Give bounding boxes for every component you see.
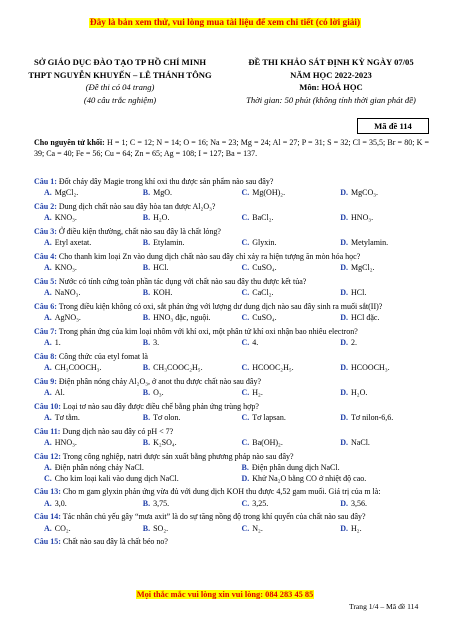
option-letter: B. xyxy=(142,188,151,198)
question-text: Điện phân nóng chảy Al₂O₃, ở anot thu được chất nào sau đây? xyxy=(58,377,261,386)
option-letter: B. xyxy=(142,413,151,423)
answer-option[interactable] xyxy=(232,474,430,484)
question-item xyxy=(34,227,429,249)
question-text: Loại tơ nào sau đây được điều chế bằng phản ứng trùng hợp? xyxy=(62,402,259,411)
option-text: HNO₃. xyxy=(54,438,77,448)
answer-options xyxy=(34,413,429,423)
option-text: MgCl₂. xyxy=(351,263,375,273)
answer-option[interactable] xyxy=(34,313,133,323)
question-text: Trong điều kiện không có oxi, sắt phản ứng với lượng dư dung dịch nào sau đây sinh ra muối sắt(II)? xyxy=(58,302,383,311)
answer-option[interactable] xyxy=(232,438,331,448)
answer-option[interactable] xyxy=(330,188,429,198)
question-item xyxy=(34,487,429,509)
page-count-note: (Đề thi có 04 trang) xyxy=(85,82,155,92)
option-text: Khử Na₂O bằng CO ở nhiệt độ cao. xyxy=(252,473,367,483)
answer-options xyxy=(34,213,429,223)
option-text: 3,0. xyxy=(54,498,67,508)
option-letter: C. xyxy=(241,523,250,533)
option-letter: A. xyxy=(44,288,52,298)
answer-options xyxy=(34,313,429,323)
question-number: Câu 14: xyxy=(34,512,61,522)
answer-option[interactable] xyxy=(330,524,429,534)
question-item xyxy=(34,302,429,324)
option-letter: D. xyxy=(340,438,349,448)
exam-header xyxy=(224,56,438,106)
option-text: NaCl. xyxy=(351,438,370,448)
option-letter: D. xyxy=(340,388,349,398)
option-letter: B. xyxy=(142,238,151,248)
option-letter: C. xyxy=(241,388,250,398)
question-number: Câu 13: xyxy=(34,487,61,497)
question-number: Câu 5: xyxy=(34,277,57,286)
question-number: Câu 1: xyxy=(34,177,57,186)
answer-option[interactable] xyxy=(232,288,331,298)
page-footer: Trang 1/4 – Mã đề 114 xyxy=(349,602,419,611)
question-stem xyxy=(34,487,429,497)
question-text: Cho thanh kim loại Zn vào dung dịch chất nào sau đây chỉ xảy ra hiện tượng ăn mòn hóa học? xyxy=(58,252,361,261)
question-stem xyxy=(34,202,429,212)
option-text: HCOOCH₃. xyxy=(351,363,390,373)
option-text: CuSO₄. xyxy=(252,313,277,323)
option-text: 3,25. xyxy=(252,498,269,508)
question-text: Dung dịch nào sau đây có pH < 7? xyxy=(62,427,174,436)
answer-option[interactable] xyxy=(232,388,331,398)
option-letter: D. xyxy=(340,338,349,348)
question-stem xyxy=(34,352,429,362)
question-number: Câu 6: xyxy=(34,302,57,311)
option-letter: A. xyxy=(44,388,52,398)
option-text: HNO₃ đặc, nguội. xyxy=(153,313,211,323)
answer-option[interactable] xyxy=(232,263,331,273)
option-letter: A. xyxy=(44,263,52,273)
option-text: Ba(OH)₂. xyxy=(252,438,283,448)
option-letter: A. xyxy=(44,438,52,448)
option-text: H₂. xyxy=(252,388,263,398)
option-letter: A. xyxy=(44,463,52,473)
answer-options xyxy=(34,238,429,248)
answer-option[interactable] xyxy=(232,463,430,473)
answer-option[interactable] xyxy=(232,413,331,423)
question-item xyxy=(34,277,429,299)
option-text: HCl. xyxy=(153,263,169,273)
option-letter: C. xyxy=(241,188,250,198)
question-number: Câu 15: xyxy=(34,537,61,547)
question-number: Câu 10: xyxy=(34,402,61,411)
question-text: Nước có tính cứng toàn phần tác dụng với chất nào sau đây thu được kết tủa? xyxy=(58,277,307,286)
option-text: CO₂. xyxy=(54,523,71,533)
option-text: O₃. xyxy=(153,388,164,398)
option-text: Glyxin. xyxy=(252,238,277,248)
question-list xyxy=(34,177,429,551)
answer-option[interactable] xyxy=(34,338,133,348)
option-letter: C. xyxy=(241,498,250,508)
option-text: HCl đặc. xyxy=(351,313,380,323)
option-text: MgCO₃. xyxy=(351,188,379,198)
option-letter: A. xyxy=(44,338,52,348)
answer-option[interactable] xyxy=(330,313,429,323)
question-number: Câu 11: xyxy=(34,427,61,436)
option-text: CaCl₂. xyxy=(252,288,274,298)
option-text: MgO. xyxy=(153,188,172,198)
answer-option[interactable] xyxy=(232,499,331,509)
option-text: KOH. xyxy=(153,288,173,298)
question-stem xyxy=(34,377,429,387)
option-letter: B. xyxy=(142,263,151,273)
question-number: Câu 8: xyxy=(34,352,57,361)
option-text: Metylamin. xyxy=(351,238,389,248)
option-letter: D. xyxy=(241,473,250,483)
answer-option[interactable] xyxy=(330,263,429,273)
question-item xyxy=(34,252,429,274)
answer-option[interactable] xyxy=(330,438,429,448)
option-letter: C. xyxy=(44,473,52,483)
option-text: KNO₃. xyxy=(54,263,77,273)
answer-option[interactable] xyxy=(133,413,232,423)
answer-option[interactable] xyxy=(232,188,331,198)
answer-option[interactable] xyxy=(34,188,133,198)
option-text: Cho kim loại kali vào dung dịch NaCl. xyxy=(54,473,179,483)
answer-option[interactable] xyxy=(330,413,429,423)
option-text: KNO₃. xyxy=(54,213,77,223)
answer-option[interactable] xyxy=(34,413,133,423)
answer-option[interactable] xyxy=(34,288,133,298)
exam-code-box: Mã đề 114 xyxy=(357,118,429,134)
option-letter: A. xyxy=(44,413,52,423)
answer-option[interactable] xyxy=(232,338,331,348)
answer-option[interactable] xyxy=(34,463,232,473)
subject: Môn: HOÁ HỌC xyxy=(299,82,363,92)
option-letter: B. xyxy=(142,363,151,373)
school-name: THPT NGUYỄN KHUYẾN – LÊ THÁNH TÔNG xyxy=(28,69,212,80)
question-item xyxy=(34,377,429,399)
answer-option[interactable] xyxy=(330,363,429,373)
option-letter: D. xyxy=(340,413,349,423)
question-item xyxy=(34,537,429,547)
question-item xyxy=(34,402,429,424)
question-stem xyxy=(34,277,429,287)
question-stem xyxy=(34,302,429,312)
option-letter: B. xyxy=(142,338,151,348)
option-text: Tơ tằm. xyxy=(54,413,80,423)
option-letter: C. xyxy=(241,263,250,273)
option-text: Tơ nilon-6,6. xyxy=(351,413,394,423)
answer-option[interactable] xyxy=(330,213,429,223)
option-letter: A. xyxy=(44,313,52,323)
option-letter: D. xyxy=(340,263,349,273)
school-header xyxy=(14,56,226,106)
department-name: SỞ GIÁO DỤC ĐÀO TẠO TP HỒ CHÍ MINH xyxy=(33,57,207,67)
option-letter: D. xyxy=(340,363,349,373)
option-letter: C. xyxy=(241,288,250,298)
answer-options xyxy=(34,524,429,534)
question-number: Câu 3: xyxy=(34,227,57,236)
option-letter: B. xyxy=(241,463,249,473)
question-stem xyxy=(34,537,429,547)
answer-option[interactable] xyxy=(133,263,232,273)
answer-option[interactable] xyxy=(133,499,232,509)
option-text: HCOOC₂H₅. xyxy=(252,363,294,373)
option-letter: B. xyxy=(142,313,151,323)
answer-option[interactable] xyxy=(330,499,429,509)
option-letter: B. xyxy=(142,288,151,298)
option-text: CuSO₄. xyxy=(252,263,277,273)
option-text: 1. xyxy=(54,338,61,348)
option-text: 2. xyxy=(351,338,358,348)
question-text: Trong công nghiệp, natri được sản xuất bằng phương pháp nào sau đây? xyxy=(62,452,294,461)
option-letter: D. xyxy=(340,238,349,248)
option-letter: D. xyxy=(340,313,349,323)
answer-option[interactable] xyxy=(34,524,133,534)
option-text: Etylamin. xyxy=(153,238,185,248)
question-number: Câu 7: xyxy=(34,327,57,336)
option-letter: C. xyxy=(241,238,250,248)
option-text: H₂O. xyxy=(351,388,368,398)
answer-option[interactable] xyxy=(133,213,232,223)
answer-option[interactable] xyxy=(232,213,331,223)
question-stem xyxy=(34,427,429,437)
option-letter: A. xyxy=(44,213,52,223)
answer-option[interactable] xyxy=(34,474,232,484)
answer-options xyxy=(34,188,429,198)
question-item xyxy=(34,352,429,374)
answer-options xyxy=(34,288,429,298)
option-letter: B. xyxy=(142,498,151,508)
option-text: BaCl₂. xyxy=(252,213,274,223)
question-text: Đốt cháy dây Magie trong khí oxi thu được sản phẩm nào sau đây? xyxy=(58,177,274,186)
option-text: MgCl₂. xyxy=(54,188,79,198)
answer-option[interactable] xyxy=(34,213,133,223)
option-text: CH₃COOC₂H₅. xyxy=(153,363,203,373)
question-text: Dung dịch chất nào sau đây hòa tan được Al₂O₃? xyxy=(58,202,216,211)
option-letter: A. xyxy=(44,363,52,373)
option-letter: C. xyxy=(241,438,250,448)
question-number: Câu 4: xyxy=(34,252,57,261)
question-stem xyxy=(34,327,429,337)
question-stem xyxy=(34,252,429,262)
option-text: Al. xyxy=(54,388,65,398)
option-letter: D. xyxy=(340,188,349,198)
option-text: Mg(OH)₂. xyxy=(252,188,286,198)
answer-option[interactable] xyxy=(133,238,232,248)
question-stem xyxy=(34,402,429,412)
option-letter: B. xyxy=(142,438,151,448)
question-item xyxy=(34,452,429,484)
question-item xyxy=(34,512,429,534)
contact-footer: Mọi thắc mắc vui lòng xin vui lòng: 084 283 45 85 xyxy=(136,590,314,599)
answer-options xyxy=(34,263,429,273)
answer-option[interactable] xyxy=(34,238,133,248)
question-count-note: (40 câu trắc nghiệm) xyxy=(83,94,157,105)
answer-option[interactable] xyxy=(34,438,133,448)
question-text: Cho m gam glyxin phản ứng vừa đủ với dung dịch KOH thu được 4,52 gam muối. Giá trị của m là: xyxy=(62,487,381,497)
answer-option[interactable] xyxy=(34,363,133,373)
question-text: Ở điều kiện thường, chất nào sau đây là chất lỏng? xyxy=(58,227,221,236)
atomic-masses-values: H = 1; C = 12; N = 14; O = 16; Na = 23; Mg = 24; Al = 27; P = 31; S = 32; Cl = 35,5; Br = 80; K = 39; Ca = 40; Fe = 56; Cu = 64; Zn = 65; Ag = 108; I = 127; Ba = 137. xyxy=(34,138,430,158)
option-text: 4. xyxy=(252,338,259,348)
answer-option[interactable] xyxy=(330,238,429,248)
option-text: NaNO₃. xyxy=(54,288,81,298)
answer-option[interactable] xyxy=(133,188,232,198)
question-text: Tác nhân chủ yếu gây “mưa axit” là do sự tăng nồng độ trong khí quyển của chất nào sau đây? xyxy=(62,512,366,522)
answer-option[interactable] xyxy=(34,499,133,509)
option-letter: C. xyxy=(241,338,250,348)
question-number: Câu 12: xyxy=(34,452,61,461)
answer-option[interactable] xyxy=(133,524,232,534)
time-limit: Thời gian: 50 phút (không tính thời gian phát đề) xyxy=(246,94,416,105)
preview-banner: Đây là bản xem thử, vui lòng mua tài liệu để xem chi tiết (có lời giải) xyxy=(89,18,361,28)
answer-options xyxy=(34,363,429,373)
atomic-masses xyxy=(34,138,429,159)
answer-options xyxy=(34,438,429,448)
option-text: SO₂. xyxy=(153,523,169,533)
answer-option[interactable] xyxy=(133,363,232,373)
answer-option[interactable] xyxy=(232,363,331,373)
answer-options xyxy=(34,388,429,398)
question-text: Chất nào sau đây là chất béo no? xyxy=(62,537,168,547)
answer-option[interactable] xyxy=(232,313,331,323)
option-letter: D. xyxy=(340,523,349,533)
option-text: HCl. xyxy=(351,288,367,298)
option-letter: D. xyxy=(340,498,349,508)
option-letter: C. xyxy=(241,213,250,223)
option-letter: A. xyxy=(44,523,52,533)
question-item xyxy=(34,327,429,349)
answer-option[interactable] xyxy=(330,288,429,298)
answer-option[interactable] xyxy=(34,263,133,273)
question-stem xyxy=(34,227,429,237)
answer-options xyxy=(34,499,429,509)
option-text: N₂. xyxy=(252,523,263,533)
school-year: NĂM HỌC 2022-2023 xyxy=(290,69,372,80)
question-number: Câu 2: xyxy=(34,202,57,211)
option-letter: D. xyxy=(340,288,349,298)
option-text: Tơ lapsan. xyxy=(252,413,286,423)
answer-option[interactable] xyxy=(133,288,232,298)
option-text: Tơ olon. xyxy=(153,413,181,423)
question-item xyxy=(34,177,429,199)
option-text: 3,75. xyxy=(153,498,170,508)
answer-option[interactable] xyxy=(133,313,232,323)
option-letter: B. xyxy=(142,213,151,223)
question-text: Trong phản ứng của kim loại nhôm với khí oxi, một phân tử khí oxi nhận bao nhiêu electron? xyxy=(58,327,358,336)
option-text: CH₃COOCH₃. xyxy=(54,363,102,373)
option-text: 3,56. xyxy=(351,498,368,508)
question-stem xyxy=(34,512,429,522)
option-text: H₂. xyxy=(351,523,362,533)
option-text: K₂SO₄. xyxy=(153,438,177,448)
answer-options xyxy=(34,463,429,484)
atomic-masses-label: Cho nguyên tử khối: xyxy=(34,138,105,147)
answer-option[interactable] xyxy=(133,338,232,348)
answer-option[interactable] xyxy=(330,338,429,348)
option-letter: C. xyxy=(241,413,250,423)
answer-options xyxy=(34,338,429,348)
exam-title: ĐỀ THI KHẢO SÁT ĐỊNH KỲ NGÀY 07/05 xyxy=(248,57,414,67)
option-letter: B. xyxy=(142,523,151,533)
question-stem xyxy=(34,177,429,187)
option-letter: A. xyxy=(44,188,52,198)
question-stem xyxy=(34,452,429,462)
option-text: Etyl axetat. xyxy=(54,238,92,248)
option-letter: D. xyxy=(340,213,349,223)
question-text: Công thức của etyl fomat là xyxy=(58,352,148,361)
option-text: Điện phân nóng chảy NaCl. xyxy=(54,463,144,473)
question-item xyxy=(34,202,429,224)
option-text: 3. xyxy=(153,338,160,348)
option-letter: C. xyxy=(241,363,250,373)
option-letter: A. xyxy=(44,238,52,248)
answer-option[interactable] xyxy=(232,524,331,534)
option-text: AgNO₃. xyxy=(54,313,81,323)
option-letter: A. xyxy=(44,498,52,508)
answer-option[interactable] xyxy=(34,388,133,398)
question-number: Câu 9: xyxy=(34,377,57,386)
option-text: HNO₃. xyxy=(351,213,374,223)
question-item xyxy=(34,427,429,449)
answer-option[interactable] xyxy=(232,238,331,248)
option-text: H₂O. xyxy=(153,213,170,223)
option-letter: B. xyxy=(142,388,151,398)
answer-option[interactable] xyxy=(330,388,429,398)
answer-option[interactable] xyxy=(133,388,232,398)
option-letter: C. xyxy=(241,313,250,323)
answer-option[interactable] xyxy=(133,438,232,448)
option-text: Điện phân dung dịch NaCl. xyxy=(251,463,340,473)
